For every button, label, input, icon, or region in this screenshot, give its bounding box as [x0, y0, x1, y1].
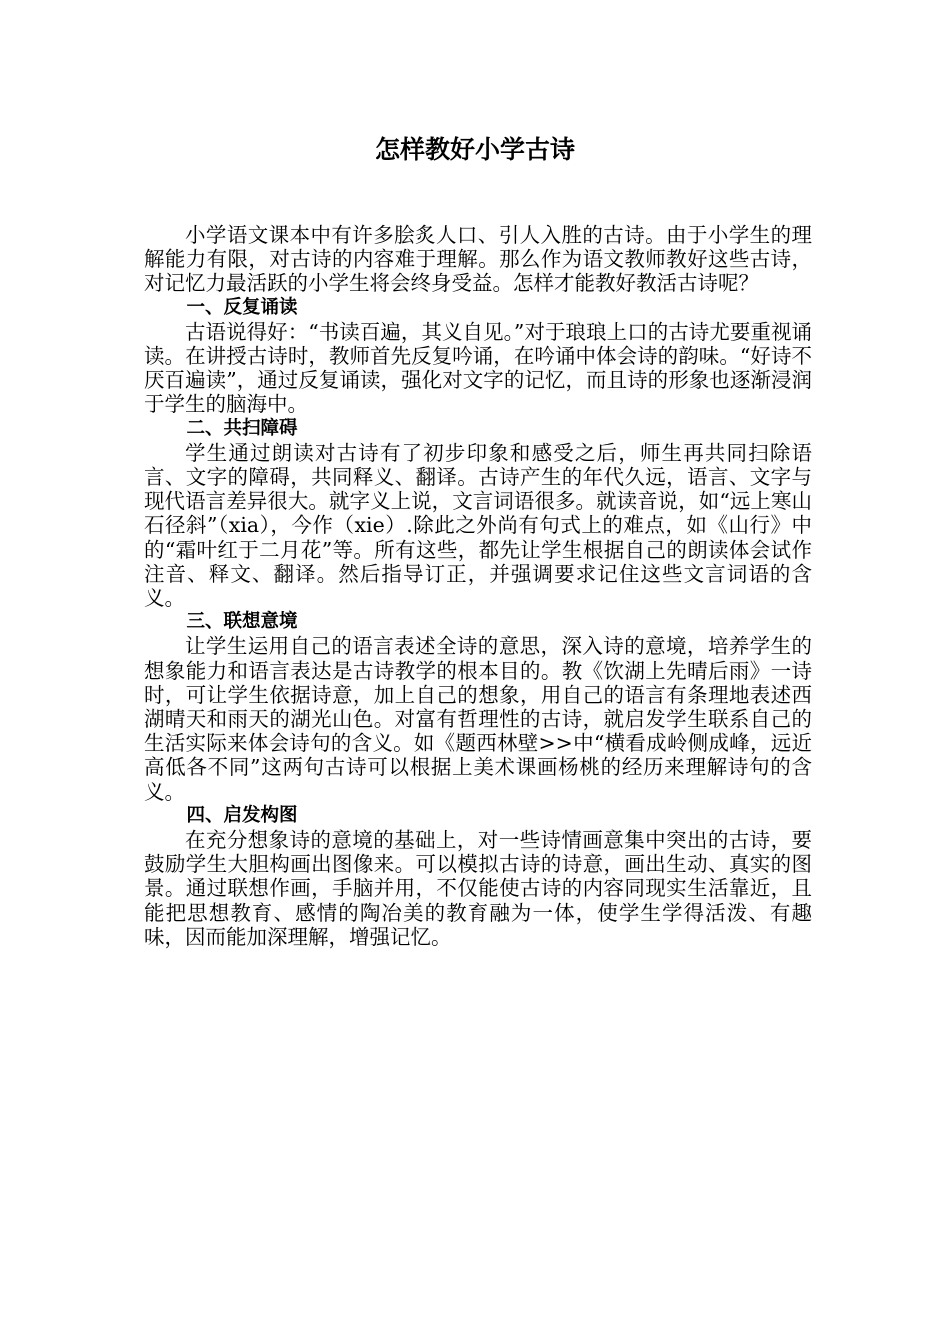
section-body-4: 在充分想象诗的意境的基础上，对一些诗情画意集中突出的古诗，要鼓励学生大胆构画出图像来。可以模拟古诗的诗意，画出生动、真实的图景。通过联想作画，手脑并用，不仅能使古诗的内容同现实生活靠近，且能把思想教育、感情的陶冶美的教育融为一体，使学生学得活泼、有趣味，因而能加深理解，增强记忆。 [144, 828, 812, 949]
intro-paragraph: 小学语文课本中有许多脍炙人口、引人入胜的古诗。由于小学生的理解能力有限，对古诗的内容难于理解。那么作为语文教师教好这些古诗，对记忆力最活跃的小学生将会终身受益。怎样才能教好教活古诗呢？ [144, 223, 812, 296]
section-body-1: 古语说得好：“书读百遍，其义自见。”对于琅琅上口的古诗尤要重视诵读。在讲授古诗时，教师首先反复吟诵，在吟诵中体会诗的韵味。“好诗不厌百遍读”，通过反复诵读，强化对文字的记忆，而且诗的形象也逐渐浸润于学生的脑海中。 [144, 319, 812, 417]
section-heading-1: 一、反复诵读 [186, 296, 298, 318]
document-title: 怎样教好小学古诗 [374, 135, 575, 164]
section-heading-3: 三、联想意境 [186, 611, 298, 633]
section-heading-2: 二、共扫障碍 [186, 417, 298, 439]
section-heading-4: 四、启发构图 [186, 804, 298, 826]
section-body-3: 让学生运用自己的语言表述全诗的意思，深入诗的意境，培养学生的想象能力和语言表达是古诗教学的根本目的。教《饮湖上先晴后雨》一诗时，可让学生依据诗意，加上自己的想象，用自己的语言有条理地表述西湖晴天和雨天的湖光山色。对富有哲理性的古诗，就启发学生联系自己的生活实际来体会诗句的含义。如《题西林壁>>中“横看成岭侧成峰，远近高低各不同”这两句古诗可以根据上美术课画杨桃的经历来理解诗句的含义。 [144, 634, 812, 804]
section-body-2: 学生通过朗读对古诗有了初步印象和感受之后，师生再共同扫除语言、文字的障碍，共同释义、翻译。古诗产生的年代久远，语言、文字与现代语言差异很大。就字义上说，文言词语很多。就读音说，如“远上寒山石径斜”（xia），今作（xie）.除此之外尚有句式上的难点，如《山行》中的“霜叶红于二月花”等。所有这些，都先让学生根据自己的朗读体会试作注音、释文、翻译。然后指导订正，并强调要求记住这些文言词语的含义。 [144, 440, 812, 611]
document-body [144, 223, 812, 949]
